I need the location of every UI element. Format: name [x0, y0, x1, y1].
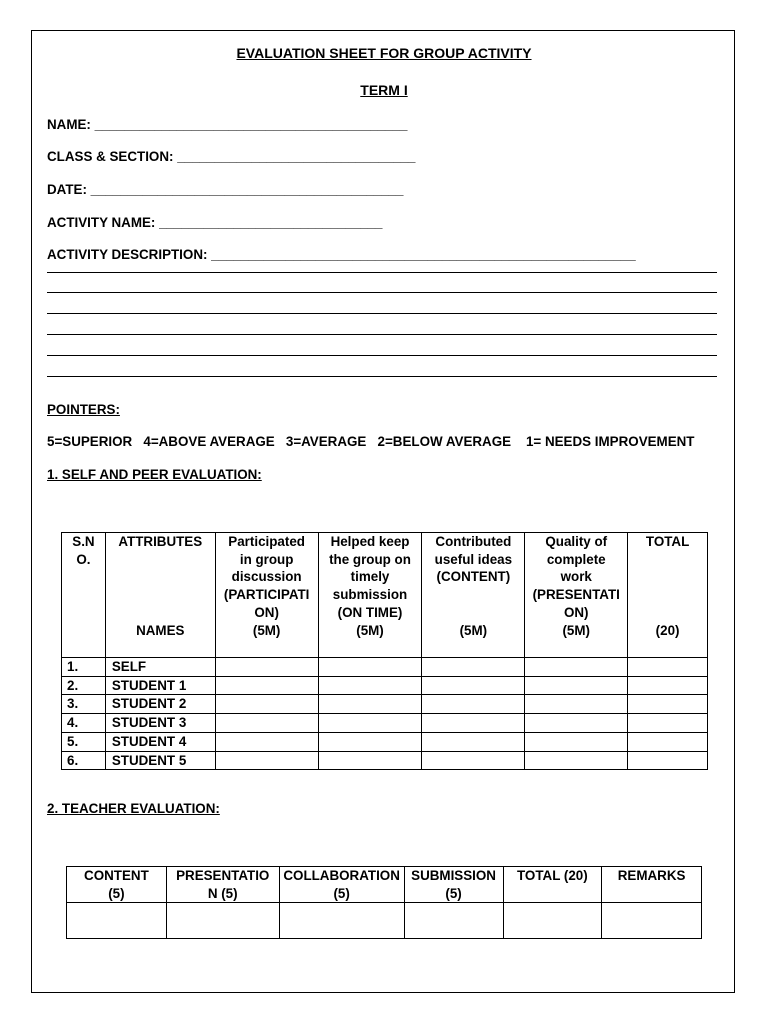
teacher-header-content: CONTENT (5)	[67, 867, 167, 903]
score-cell	[215, 695, 318, 714]
row-number: 6.	[62, 751, 106, 770]
score-cell	[525, 676, 628, 695]
table-row	[62, 714, 708, 733]
description-line	[47, 313, 717, 314]
row-number: 4.	[62, 714, 106, 733]
teacher-header-presentation: PRESENTATIO N (5)	[166, 867, 279, 903]
teacher-header-row	[67, 867, 702, 903]
score-cell	[318, 676, 422, 695]
score-cell	[422, 658, 525, 677]
description-line	[47, 376, 717, 377]
row-name: STUDENT 5	[105, 751, 215, 770]
activity-name-field: ACTIVITY NAME: ______________________________	[47, 215, 383, 230]
self-peer-heading: 1. SELF AND PEER EVALUATION:	[47, 467, 262, 482]
header-on-time: Helped keep the group on timely submission (ON TIME) (5M)	[318, 533, 422, 658]
table-row	[62, 732, 708, 751]
score-cell	[166, 903, 279, 939]
row-number: 5.	[62, 732, 106, 751]
teacher-header-collaboration: COLLABORATION (5)	[279, 867, 404, 903]
score-cell	[404, 903, 503, 939]
teacher-evaluation-heading: 2. TEACHER EVALUATION:	[47, 801, 220, 816]
term-label: TERM I	[360, 82, 408, 98]
description-line	[47, 355, 717, 356]
total-cell	[628, 695, 708, 714]
table-row	[62, 695, 708, 714]
description-line	[47, 292, 717, 293]
description-line	[47, 272, 717, 273]
table-row	[62, 658, 708, 677]
score-cell	[318, 714, 422, 733]
score-cell	[318, 732, 422, 751]
total-cell	[628, 714, 708, 733]
row-name: STUDENT 3	[105, 714, 215, 733]
header-attributes-names	[105, 533, 215, 658]
remarks-cell	[602, 903, 702, 939]
score-cell	[525, 732, 628, 751]
row-number: 3.	[62, 695, 106, 714]
header-names: NAMES	[136, 623, 185, 638]
table-row	[62, 751, 708, 770]
score-cell	[525, 658, 628, 677]
teacher-evaluation-table	[66, 866, 702, 939]
score-cell	[422, 676, 525, 695]
teacher-score-row	[67, 903, 702, 939]
row-number: 1.	[62, 658, 106, 677]
score-cell	[215, 658, 318, 677]
total-cell	[503, 903, 602, 939]
row-number: 2.	[62, 676, 106, 695]
sheet-title: EVALUATION SHEET FOR GROUP ACTIVITY	[236, 45, 532, 61]
score-cell	[525, 751, 628, 770]
header-total: TOTAL (20)	[628, 533, 708, 658]
activity-description-field: ACTIVITY DESCRIPTION: _________________________________________________________	[47, 247, 636, 262]
score-cell	[279, 903, 404, 939]
class-section-field: CLASS & SECTION: ________________________________	[47, 149, 416, 164]
header-sno: S.N O.	[62, 533, 106, 658]
score-cell	[318, 695, 422, 714]
total-cell	[628, 658, 708, 677]
score-cell	[525, 695, 628, 714]
row-name: STUDENT 4	[105, 732, 215, 751]
score-cell	[422, 695, 525, 714]
row-name: STUDENT 2	[105, 695, 215, 714]
header-presentation: Quality of complete work (PRESENTATI ON) (5M)	[525, 533, 628, 658]
header-attributes: ATTRIBUTES	[118, 534, 203, 549]
score-cell	[422, 732, 525, 751]
total-cell	[628, 732, 708, 751]
name-field: NAME: __________________________________________	[47, 117, 408, 132]
score-cell	[422, 751, 525, 770]
table-row	[62, 676, 708, 695]
score-cell	[215, 676, 318, 695]
self-peer-table	[61, 532, 708, 770]
header-participation: Participated in group discussion (PARTICIPATI ON) (5M)	[215, 533, 318, 658]
total-cell	[628, 751, 708, 770]
pointers-scale: 5=SUPERIOR 4=ABOVE AVERAGE 3=AVERAGE 2=BELOW AVERAGE 1= NEEDS IMPROVEMENT	[47, 434, 695, 449]
score-cell	[215, 751, 318, 770]
teacher-header-total: TOTAL (20)	[503, 867, 602, 903]
page-border	[31, 30, 735, 993]
teacher-header-remarks: REMARKS	[602, 867, 702, 903]
header-content: Contributed useful ideas (CONTENT) (5M)	[422, 533, 525, 658]
description-line	[47, 334, 717, 335]
total-cell	[628, 676, 708, 695]
teacher-header-submission: SUBMISSION (5)	[404, 867, 503, 903]
score-cell	[67, 903, 167, 939]
table-header-row	[62, 533, 708, 658]
row-name: STUDENT 1	[105, 676, 215, 695]
score-cell	[422, 714, 525, 733]
date-field: DATE: __________________________________________	[47, 182, 404, 197]
score-cell	[525, 714, 628, 733]
score-cell	[318, 658, 422, 677]
score-cell	[215, 732, 318, 751]
pointers-heading: POINTERS:	[47, 402, 120, 417]
score-cell	[318, 751, 422, 770]
score-cell	[215, 714, 318, 733]
row-name: SELF	[105, 658, 215, 677]
